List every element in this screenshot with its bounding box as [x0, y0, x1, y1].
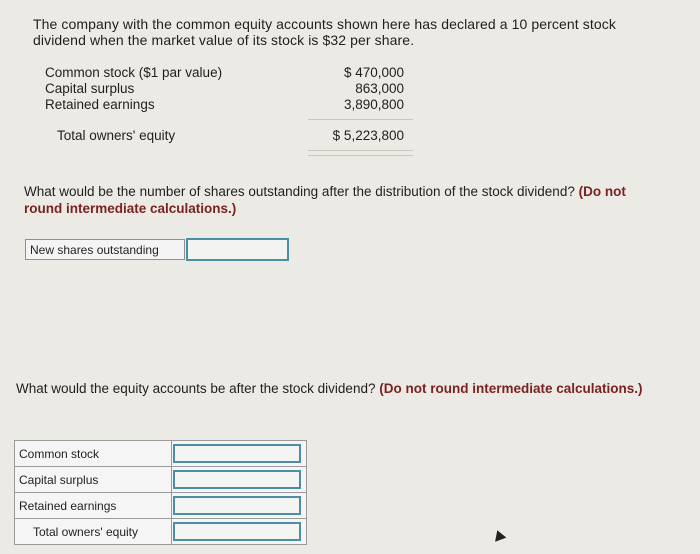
table-row [15, 441, 307, 467]
question-2-text: What would the equity accounts be after the stock dividend? [16, 381, 376, 396]
equity-label-common-stock: Common stock ($1 par value) [45, 65, 223, 80]
question-1 [24, 183, 654, 217]
equity-after-dividend-table [14, 440, 307, 545]
equity-label-capital-surplus: Capital surplus [45, 81, 135, 96]
common-stock-input[interactable] [173, 444, 301, 463]
question-2-note: (Do not round intermediate calculations.) [379, 381, 643, 396]
equity-value-capital-surplus: 863,000 [355, 81, 404, 96]
equity-label-total: Total owners' equity [57, 128, 176, 143]
row-label-common-stock: Common stock [15, 441, 172, 467]
total-double-rule-bottom [308, 155, 413, 156]
total-double-rule-top [308, 150, 413, 151]
new-shares-label: New shares outstanding [25, 239, 185, 260]
row-label-total-owners-equity: Total owners' equity [15, 519, 172, 545]
question-2 [16, 380, 652, 397]
total-owners-equity-input[interactable] [173, 522, 301, 541]
equity-value-common-stock: $ 470,000 [343, 65, 404, 80]
equity-value-retained-earnings: 3,890,800 [343, 97, 404, 112]
subtotal-rule [308, 119, 413, 120]
problem-statement: The company with the common equity accounts shown here has declared a 10 percent stock dividend when the market value of its stock is $32 per share. [33, 16, 616, 48]
row-label-capital-surplus: Capital surplus [15, 467, 172, 493]
table-row [15, 493, 307, 519]
row-label-retained-earnings: Retained earnings [15, 493, 172, 519]
retained-earnings-input[interactable] [173, 496, 301, 515]
cell-total-owners-equity [172, 519, 307, 545]
equity-label-retained-earnings: Retained earnings [45, 97, 155, 112]
cell-common-stock [172, 441, 307, 467]
capital-surplus-input[interactable] [173, 470, 301, 489]
cell-capital-surplus [172, 467, 307, 493]
table-row [15, 467, 307, 493]
question-1-text: What would be the number of shares outstanding after the distribution of the stock dividend? [24, 184, 575, 199]
equity-value-total: $ 5,223,800 [332, 128, 404, 143]
new-shares-input[interactable] [186, 238, 289, 261]
question-1-note: (Do not round intermediate calculations.) [24, 184, 626, 216]
cell-retained-earnings [172, 493, 307, 519]
mouse-cursor-icon [492, 528, 507, 542]
table-row [15, 519, 307, 545]
